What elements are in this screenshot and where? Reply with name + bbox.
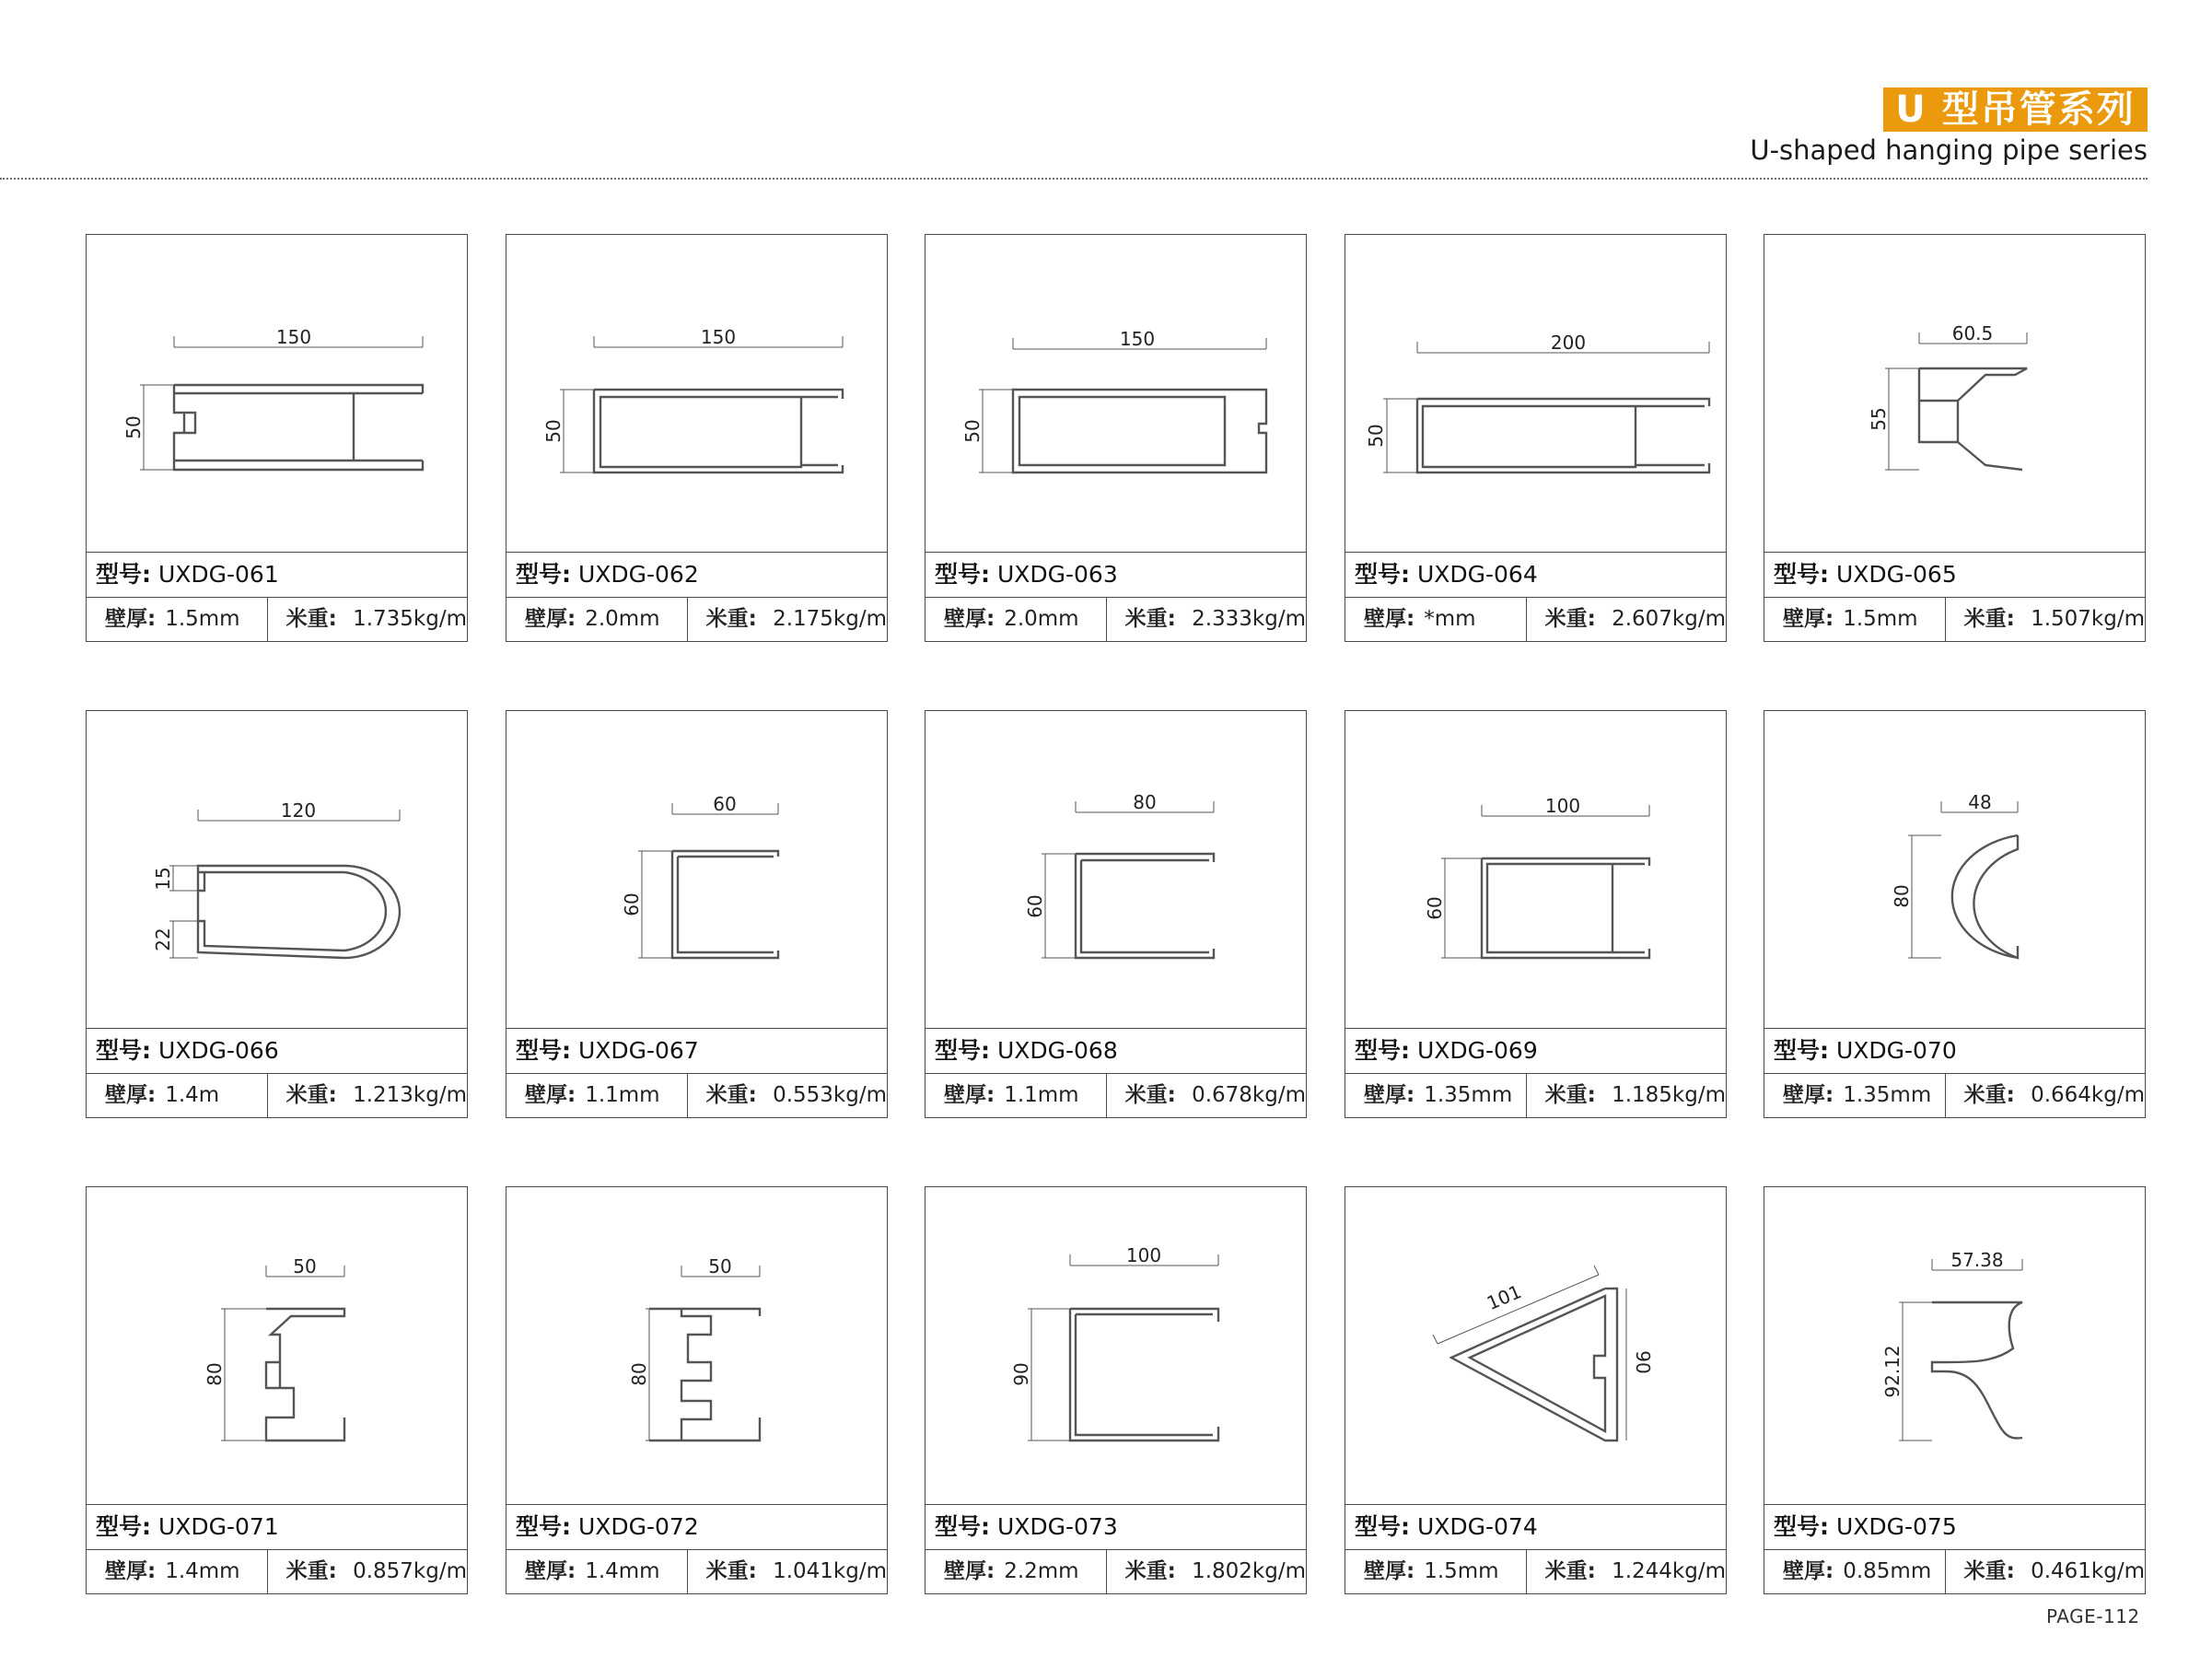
product-card bbox=[86, 234, 468, 642]
svg-text:50: 50 bbox=[1365, 424, 1387, 448]
profile-drawing bbox=[506, 235, 886, 552]
svg-text:150: 150 bbox=[700, 326, 737, 348]
profile-drawing bbox=[87, 235, 466, 552]
spec-row: 壁厚: 1.1mm 米重: 0.553kg/m bbox=[506, 1073, 887, 1117]
profile-drawing bbox=[926, 235, 1305, 552]
svg-text:60: 60 bbox=[1424, 896, 1446, 920]
spec-row: 壁厚: 2.0mm 米重: 2.175kg/m bbox=[506, 597, 887, 641]
svg-text:15: 15 bbox=[152, 867, 174, 891]
profile-drawing bbox=[1345, 235, 1725, 552]
profile-drawing bbox=[1345, 1187, 1725, 1504]
spec-row: 壁厚: 1.5mm 米重: 1.244kg/m bbox=[1345, 1549, 1726, 1593]
product-card bbox=[1764, 1186, 2146, 1594]
svg-text:55: 55 bbox=[1868, 407, 1890, 431]
svg-text:60.5: 60.5 bbox=[1951, 322, 1994, 344]
header-divider bbox=[0, 178, 2148, 180]
svg-text:50: 50 bbox=[708, 1255, 732, 1277]
product-card bbox=[1345, 1186, 1727, 1594]
svg-text:92.12: 92.12 bbox=[1881, 1345, 1903, 1398]
svg-text:80: 80 bbox=[204, 1362, 226, 1386]
svg-text:80: 80 bbox=[1891, 884, 1913, 908]
product-card bbox=[506, 710, 888, 1118]
model-label: 型号: UXDG-063 bbox=[926, 552, 1306, 597]
profile-drawing bbox=[926, 711, 1305, 1028]
svg-text:120: 120 bbox=[280, 799, 317, 822]
model-label: 型号: UXDG-068 bbox=[926, 1028, 1306, 1073]
spec-row: 壁厚: 1.4mm 米重: 1.041kg/m bbox=[506, 1549, 887, 1593]
model-label: 型号: UXDG-065 bbox=[1764, 552, 2145, 597]
model-label: 型号: UXDG-070 bbox=[1764, 1028, 2145, 1073]
svg-text:101: 101 bbox=[1484, 1280, 1525, 1315]
profile-drawing bbox=[1764, 235, 2144, 552]
svg-text:100: 100 bbox=[1125, 1244, 1162, 1266]
svg-text:50: 50 bbox=[293, 1255, 317, 1277]
product-card bbox=[925, 1186, 1307, 1594]
spec-row: 壁厚: *mm 米重: 2.607kg/m bbox=[1345, 597, 1726, 641]
profile-drawing bbox=[926, 1187, 1305, 1504]
spec-row: 壁厚: 1.4m 米重: 1.213kg/m bbox=[87, 1073, 467, 1117]
spec-row: 壁厚: 1.1mm 米重: 0.678kg/m bbox=[926, 1073, 1306, 1117]
svg-text:50: 50 bbox=[122, 415, 145, 439]
spec-row: 壁厚: 1.5mm 米重: 1.735kg/m bbox=[87, 597, 467, 641]
model-label: 型号: UXDG-062 bbox=[506, 552, 887, 597]
model-label: 型号: UXDG-067 bbox=[506, 1028, 887, 1073]
svg-text:60: 60 bbox=[713, 793, 737, 815]
svg-text:22: 22 bbox=[152, 927, 174, 951]
spec-row: 壁厚: 2.2mm 米重: 1.802kg/m bbox=[926, 1549, 1306, 1593]
product-card bbox=[86, 710, 468, 1118]
profile-drawing bbox=[1764, 1187, 2144, 1504]
product-card bbox=[1345, 234, 1727, 642]
product-card bbox=[86, 1186, 468, 1594]
model-label: 型号: UXDG-072 bbox=[506, 1504, 887, 1549]
page-number: PAGE-112 bbox=[2046, 1605, 2140, 1627]
svg-text:80: 80 bbox=[1133, 791, 1157, 813]
profile-drawing bbox=[506, 1187, 886, 1504]
profile-drawing bbox=[87, 711, 466, 1028]
product-card bbox=[506, 234, 888, 642]
profile-drawing bbox=[1764, 711, 2144, 1028]
model-label: 型号: UXDG-066 bbox=[87, 1028, 467, 1073]
model-label: 型号: UXDG-075 bbox=[1764, 1504, 2145, 1549]
svg-text:60: 60 bbox=[621, 892, 643, 916]
product-card bbox=[506, 1186, 888, 1594]
svg-text:100: 100 bbox=[1544, 795, 1581, 817]
series-title-cn: U 型吊管系列 bbox=[1883, 87, 2148, 132]
svg-text:150: 150 bbox=[1119, 328, 1156, 350]
model-label: 型号: UXDG-071 bbox=[87, 1504, 467, 1549]
product-card bbox=[1764, 710, 2146, 1118]
product-card bbox=[1764, 234, 2146, 642]
product-card bbox=[925, 710, 1307, 1118]
series-title-en: U-shaped hanging pipe series bbox=[1750, 134, 2148, 166]
product-card bbox=[1345, 710, 1727, 1118]
model-label: 型号: UXDG-074 bbox=[1345, 1504, 1726, 1549]
svg-text:150: 150 bbox=[275, 326, 312, 348]
profile-drawing bbox=[87, 1187, 466, 1504]
svg-text:80: 80 bbox=[628, 1362, 650, 1386]
spec-row: 壁厚: 2.0mm 米重: 2.333kg/m bbox=[926, 597, 1306, 641]
svg-text:50: 50 bbox=[542, 419, 565, 443]
model-label: 型号: UXDG-061 bbox=[87, 552, 467, 597]
svg-text:60: 60 bbox=[1024, 894, 1046, 918]
profile-drawing bbox=[506, 711, 886, 1028]
spec-row: 壁厚: 1.35mm 米重: 0.664kg/m bbox=[1764, 1073, 2145, 1117]
svg-text:90: 90 bbox=[1632, 1350, 1654, 1374]
profile-drawing bbox=[1345, 711, 1725, 1028]
svg-text:90: 90 bbox=[1010, 1362, 1032, 1386]
svg-text:48: 48 bbox=[1968, 791, 1992, 813]
model-label: 型号: UXDG-064 bbox=[1345, 552, 1726, 597]
spec-row: 壁厚: 0.85mm 米重: 0.461kg/m bbox=[1764, 1549, 2145, 1593]
svg-text:200: 200 bbox=[1550, 332, 1587, 354]
svg-text:50: 50 bbox=[961, 419, 984, 443]
spec-row: 壁厚: 1.35mm 米重: 1.185kg/m bbox=[1345, 1073, 1726, 1117]
model-label: 型号: UXDG-069 bbox=[1345, 1028, 1726, 1073]
spec-row: 壁厚: 1.4mm 米重: 0.857kg/m bbox=[87, 1549, 467, 1593]
spec-row: 壁厚: 1.5mm 米重: 1.507kg/m bbox=[1764, 597, 2145, 641]
svg-text:57.38: 57.38 bbox=[1950, 1249, 2004, 1271]
product-card bbox=[925, 234, 1307, 642]
model-label: 型号: UXDG-073 bbox=[926, 1504, 1306, 1549]
